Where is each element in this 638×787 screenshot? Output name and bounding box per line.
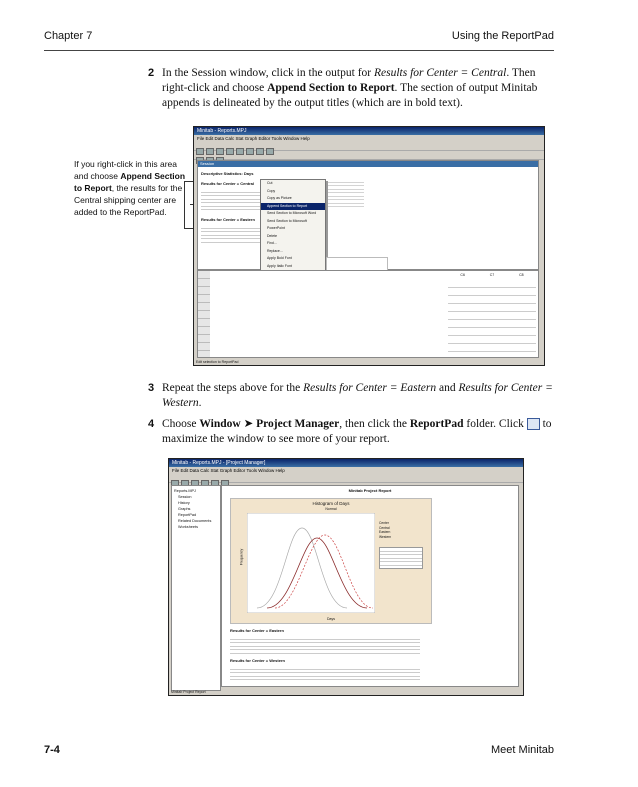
legend-item: Center (379, 521, 389, 525)
chart-plot-area (247, 513, 375, 613)
step-number: 4 (148, 418, 155, 430)
central-heading: Results for Center = Central (201, 181, 255, 186)
western-heading: Results for Center = Western (230, 658, 285, 663)
legend-item: Central (379, 525, 390, 530)
plot-frame (247, 513, 375, 613)
row-headers (198, 271, 210, 357)
stats-columns (324, 179, 364, 207)
context-menu-item[interactable]: Replace... (267, 248, 283, 253)
tree-item[interactable]: History (178, 501, 190, 505)
toolbar (169, 474, 523, 483)
tree-item[interactable]: ReportPad (178, 513, 197, 517)
context-menu-item[interactable]: Cut (267, 181, 273, 185)
step-number: 3 (148, 382, 155, 394)
context-menu-item[interactable]: Apply Italic Font (267, 263, 292, 268)
menu-bar: File Edit Data Calc Stat Graph Editor Tools Window Help (172, 468, 285, 473)
column-headers (448, 273, 536, 279)
context-menu-item[interactable]: Delete (267, 233, 278, 238)
book-title: Meet Minitab (491, 744, 554, 756)
legend-stats-table (379, 547, 423, 569)
context-menu-item[interactable]: Apply Bold Font (267, 256, 292, 260)
context-menu-item[interactable]: Append Section to Report (261, 203, 325, 211)
context-menu-item[interactable]: Copy (267, 188, 276, 193)
chart-title: Histogram of Days (312, 501, 350, 506)
header-rule (44, 50, 554, 51)
legend-item: Eastern (379, 530, 391, 534)
chapter-label: Chapter 7 (44, 30, 93, 42)
report-pane (221, 485, 519, 687)
report-title: Minitab Project Report (348, 488, 392, 493)
project-tree[interactable] (171, 485, 221, 691)
step-2-text: In the Session window, click in the output for Results for Center = Central. Then right-click and choose Append Section to Report. The section of output Minitab appends is delineated by the output titles (which are in bold text). (162, 67, 538, 109)
legend-item: Western (379, 534, 392, 539)
callout-note: If you right-click in this area and choose Append Section to Report, the results for the Central shipping center are added to the ReportPad. (74, 159, 186, 217)
eastern-heading: Results for Center = Eastern (201, 217, 255, 222)
eastern-heading: Results for Center = Eastern (230, 628, 284, 633)
status-bar: Edit selection to ReportPad (196, 360, 239, 364)
histogram-chart (230, 498, 432, 624)
maximize-icon (527, 418, 540, 430)
grid-cells (448, 280, 536, 356)
tree-item[interactable]: Session (178, 495, 192, 499)
chart-subtitle: Normal (325, 507, 337, 511)
step-3-text: Repeat the steps above for the Results for Center = Eastern and Results for Center = Western. (162, 382, 553, 409)
context-menu-item[interactable]: Copy as Picture (267, 196, 292, 200)
tree-item[interactable]: Related Documents (178, 519, 212, 523)
session-titlebar: Session (198, 161, 538, 167)
western-output (230, 666, 420, 680)
column-header[interactable]: C7 (489, 273, 495, 277)
session-screenshot (193, 126, 545, 366)
worksheet-window[interactable] (197, 270, 539, 358)
page-number: 7-4 (44, 744, 60, 756)
toolbar (194, 142, 544, 151)
step-2 (148, 66, 553, 112)
context-menu-item[interactable]: Send Section to Microsoft Word (267, 211, 317, 215)
window-titlebar: Minitab - Reports.MPJ (194, 127, 544, 135)
step-4-text: Choose Window ➤ Project Manager, then click the ReportPad folder. Click to maximize the window to see more of your report. (162, 418, 552, 445)
status-bar: Minitab Project Report (171, 690, 206, 694)
session-window[interactable] (197, 160, 539, 270)
column-header[interactable]: C8 (519, 273, 524, 277)
chart-legend (379, 521, 427, 539)
x-axis-label: Days (327, 617, 335, 621)
project-manager-screenshot (168, 458, 524, 696)
toolbar-2 (194, 151, 544, 160)
session-heading: Descriptive Statistics: Days (201, 171, 254, 176)
step-3 (148, 381, 553, 413)
step-number: 2 (148, 67, 155, 79)
section-title: Using the ReportPad (451, 30, 554, 42)
tree-item[interactable]: Graphs (178, 507, 191, 511)
context-menu-item[interactable]: Find... (267, 241, 277, 245)
eastern-output (230, 636, 420, 654)
menu-bar: File Edit Data Calc Stat Graph Editor Tools Window Help (197, 136, 310, 141)
step-4 (148, 417, 553, 449)
tree-item[interactable]: Reports.MPJ (174, 489, 196, 493)
column-header[interactable]: C6 (460, 273, 465, 277)
y-axis-label: Frequency (239, 548, 244, 566)
window-titlebar: Minitab - Reports.MPJ - [Project Manager] (169, 459, 523, 467)
tree-item[interactable]: Worksheets (178, 525, 198, 529)
context-menu-item[interactable]: Send Section to Microsoft PowerPoint (267, 218, 307, 230)
